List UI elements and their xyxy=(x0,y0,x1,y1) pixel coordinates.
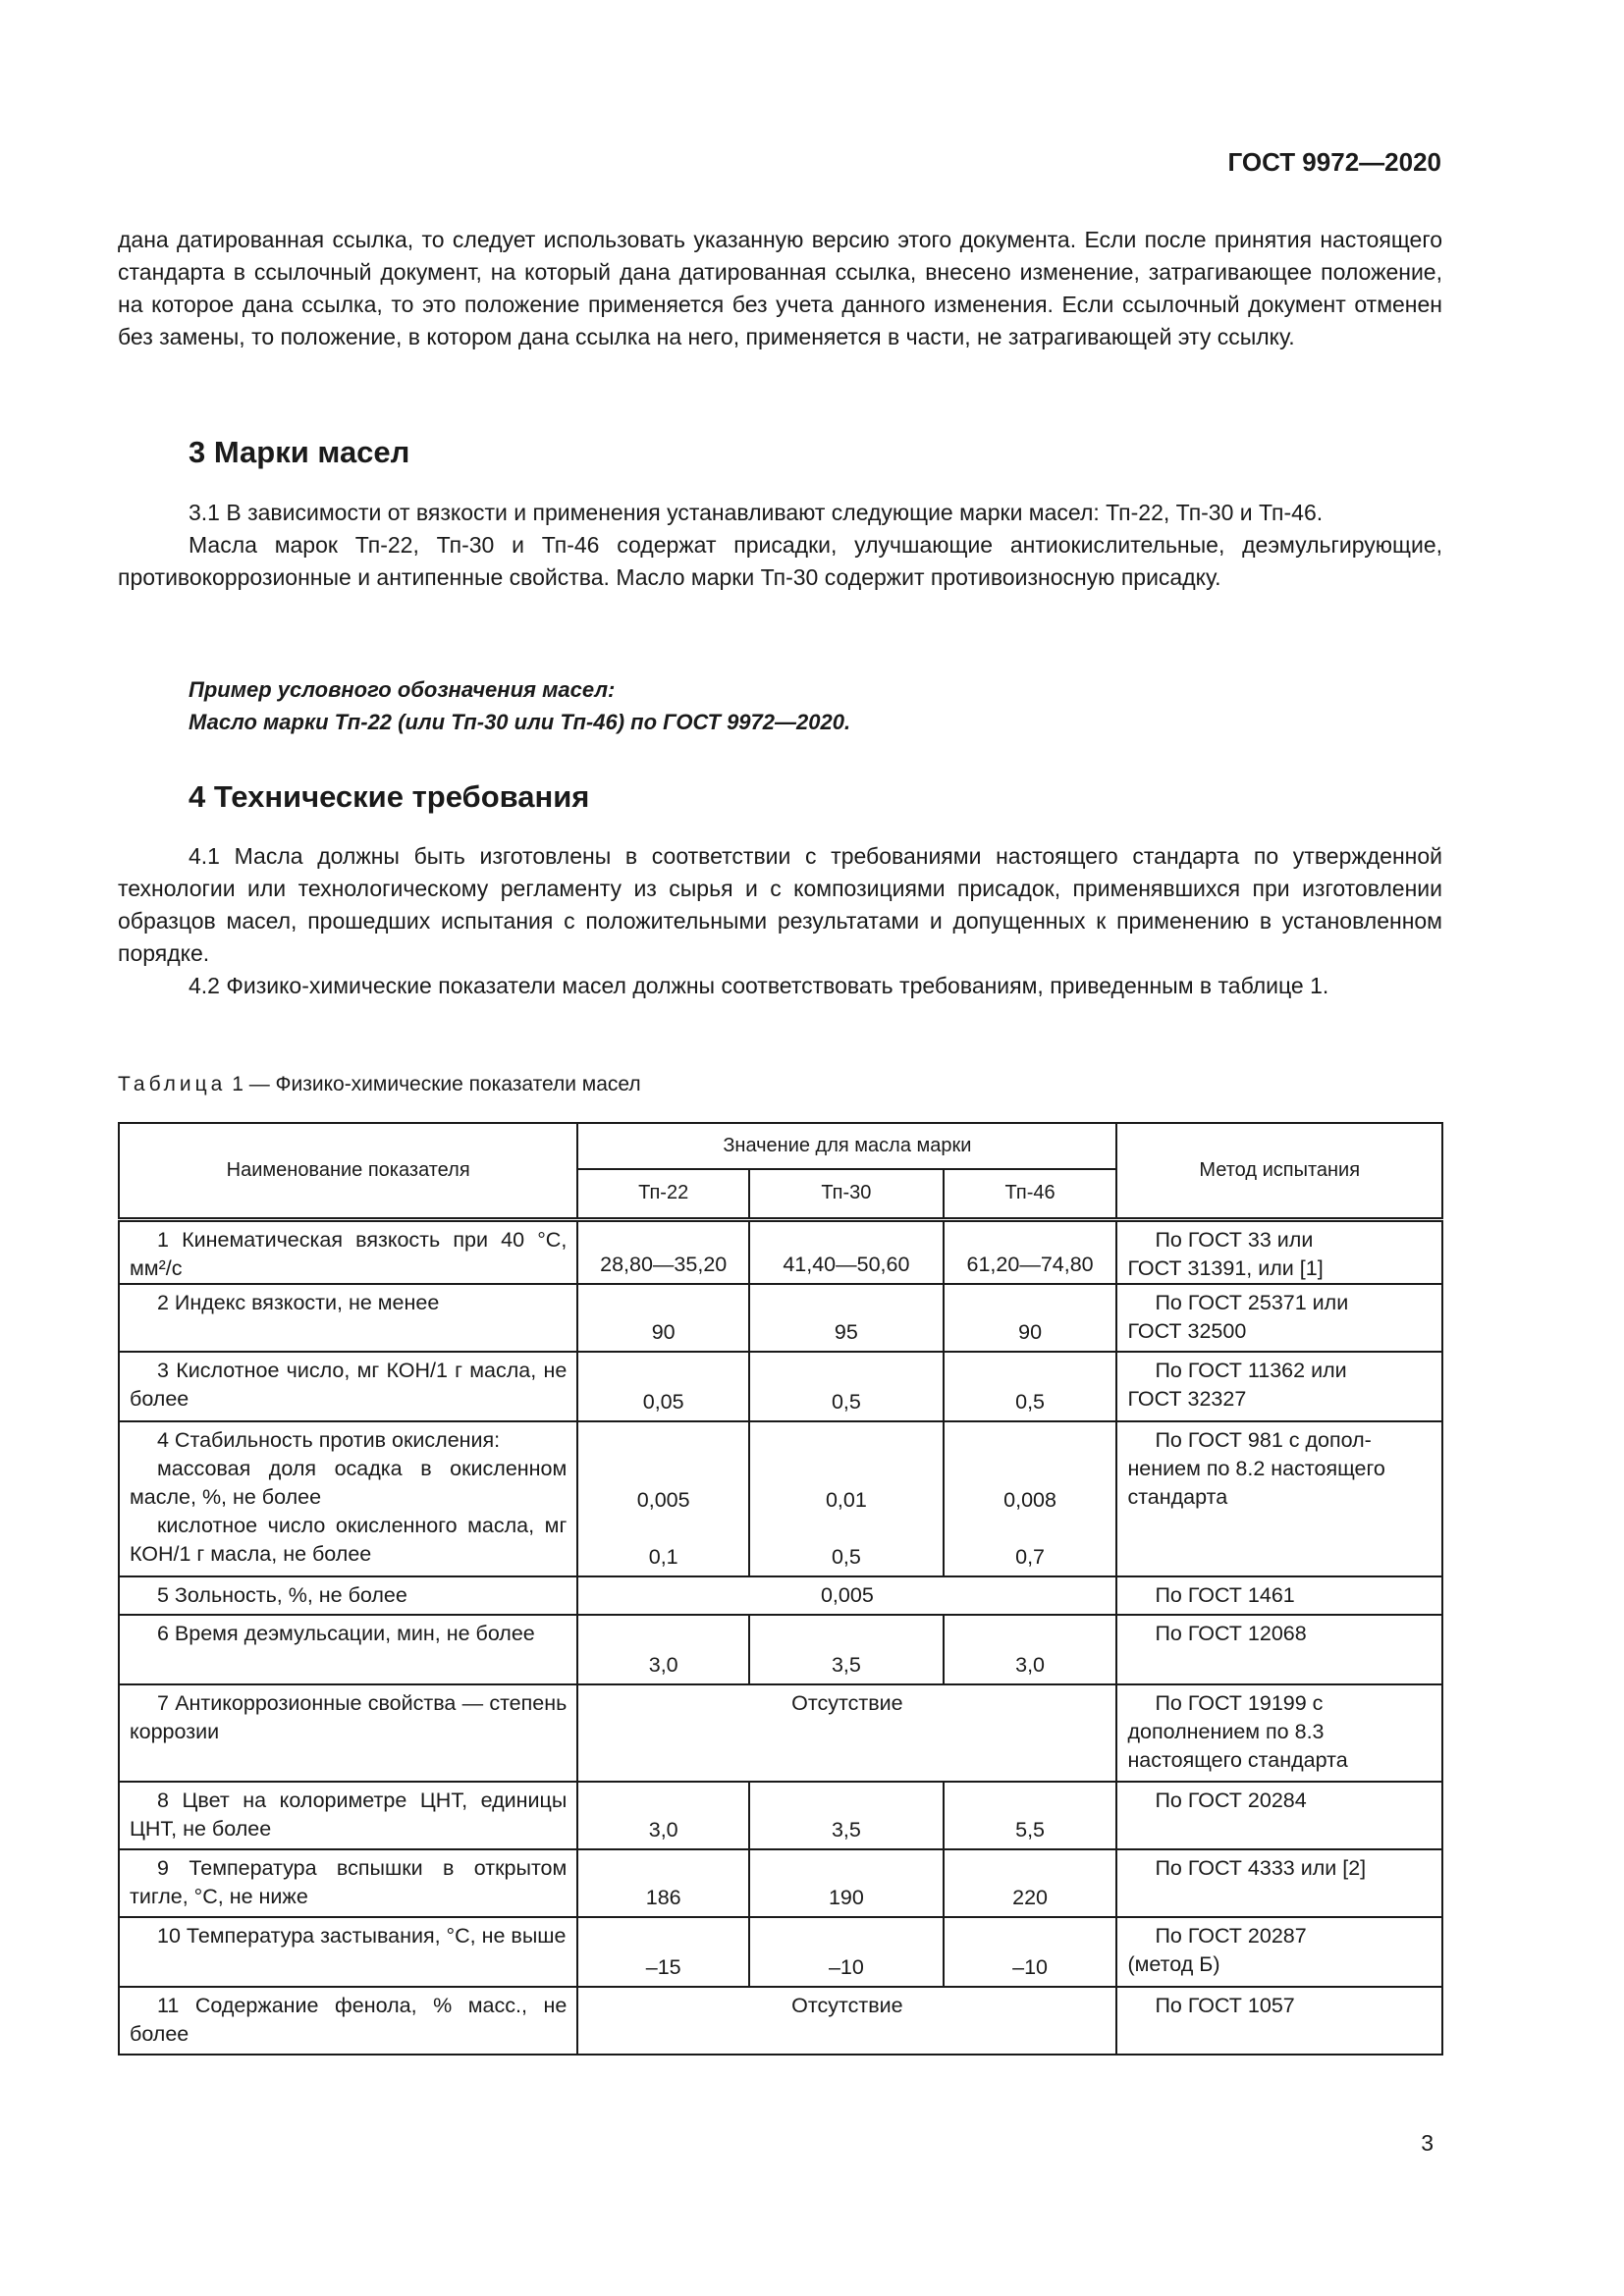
indicator-text: 10 Температура застывания, °С, не выше xyxy=(157,1924,567,1948)
indicator-text: 8 Цвет на колориметре ЦНТ, единицы ЦНТ, не более xyxy=(130,1789,568,1841)
table-row xyxy=(119,1987,1442,2055)
test-method-line: настоящего стандарта xyxy=(1127,1748,1348,1772)
value-sediment: 0,005 xyxy=(636,1488,690,1512)
table-row xyxy=(119,1576,1442,1615)
test-method-line: (метод Б) xyxy=(1127,1952,1220,1976)
indicator-text: 9 Температура вспышки в открытом тигле, °С, не ниже xyxy=(130,1856,568,1908)
test-method-line: По ГОСТ 12068 xyxy=(1155,1622,1307,1645)
indicator-name xyxy=(119,1219,577,1284)
table-row xyxy=(119,1615,1442,1684)
value-cell: –15 xyxy=(577,1917,749,1987)
value-cell: 61,20—74,80 xyxy=(944,1219,1117,1284)
indicator-subitem: кислотное число окисленного масла, мг КОН/1 г масла, не более xyxy=(130,1514,568,1566)
table-row xyxy=(119,1849,1442,1917)
value-cell: 0,5 xyxy=(944,1352,1117,1421)
test-method xyxy=(1116,1615,1442,1684)
example-text: Масло марки Тп-22 (или Тп-30 или Тп-46) по ГОСТ 9972—2020. xyxy=(189,710,851,734)
indicator-name xyxy=(119,1917,577,1987)
value-cell: 41,40—50,60 xyxy=(749,1219,944,1284)
example-block xyxy=(189,673,850,738)
indicator-text: 4 Стабильность против окисления: xyxy=(157,1428,501,1452)
section-3-heading: 3 Марки масел xyxy=(189,435,410,469)
table-row xyxy=(119,1219,1442,1284)
value-cell: 28,80—35,20 xyxy=(577,1219,749,1284)
indicator-name xyxy=(119,1849,577,1917)
indicator-name xyxy=(119,1684,577,1782)
merged-value: Отсутствие xyxy=(577,1684,1116,1782)
value-cell: 0,05 xyxy=(577,1352,749,1421)
table-row xyxy=(119,1421,1442,1576)
value-cell: 3,0 xyxy=(577,1782,749,1849)
test-method-line: нением по 8.2 настоящего xyxy=(1127,1457,1385,1480)
test-method-line: ГОСТ 31391, или [1] xyxy=(1127,1255,1324,1280)
test-method xyxy=(1116,1284,1442,1352)
value-cell: 90 xyxy=(944,1284,1117,1352)
value-cell: 220 xyxy=(944,1849,1117,1917)
section-4-heading: 4 Технические требования xyxy=(189,779,590,814)
test-method-line: По ГОСТ 1057 xyxy=(1155,1994,1295,2017)
header-value-group: Значение для масла марки xyxy=(577,1123,1116,1169)
test-method xyxy=(1116,1782,1442,1849)
table-row xyxy=(119,1284,1442,1352)
merged-value: Отсутствие xyxy=(577,1987,1116,2055)
indicator-name xyxy=(119,1576,577,1615)
paragraph-4-1: 4.1 Масла должны быть изготовлены в соответствии с требованиями настоящего стандарта по утвержденной технологии или технологическому регламенту из сырья и с композициями присадок, применявшихся при изготовлении образцов масел, прошедших испытания с положительными результатами и допущенных к применению в установленном порядке. xyxy=(118,843,1442,966)
test-method-line: По ГОСТ 4333 или [2] xyxy=(1155,1856,1367,1880)
caption-text: 1 — Физико-химические показатели масел xyxy=(232,1073,641,1095)
value-cell: 95 xyxy=(749,1284,944,1352)
indicator-name xyxy=(119,1421,577,1576)
test-method-line: По ГОСТ 33 или xyxy=(1155,1227,1314,1252)
indicator-name xyxy=(119,1352,577,1421)
test-method xyxy=(1116,1421,1442,1576)
table-row xyxy=(119,1917,1442,1987)
test-method-line: По ГОСТ 25371 или xyxy=(1155,1291,1349,1314)
value-cell xyxy=(577,1421,749,1576)
test-method xyxy=(1116,1576,1442,1615)
value-acid-number: 0,1 xyxy=(648,1545,678,1569)
intro-paragraph xyxy=(118,224,1442,353)
indicator-name xyxy=(119,1284,577,1352)
value-cell: 3,0 xyxy=(944,1615,1117,1684)
header-name: Наименование показателя xyxy=(119,1123,577,1219)
test-method-line: По ГОСТ 1461 xyxy=(1155,1583,1295,1607)
intro-text: дана датированная ссылка, то следует использовать указанную версию этого документа. Если после принятия настоящего стандарта в ссылочный документ, на который дана датированная ссылка, внесено изменение, затрагивающее положение, на которое дана ссылка, то это положение применяется без учета данного изменения. Если ссылочный документ отменен без замены, то положение, в котором дана ссылка на него, применяется в части, не затрагивающей эту ссылку. xyxy=(118,227,1442,349)
test-method-line: ГОСТ 32500 xyxy=(1127,1319,1247,1343)
caption-prefix: Таблица xyxy=(118,1073,227,1095)
indicator-name xyxy=(119,1615,577,1684)
value-cell: 90 xyxy=(577,1284,749,1352)
section-3-body xyxy=(118,497,1442,594)
document-id: ГОСТ 9972—2020 xyxy=(1227,147,1441,177)
value-cell xyxy=(749,1421,944,1576)
test-method xyxy=(1116,1352,1442,1421)
test-method-line: По ГОСТ 981 с допол- xyxy=(1155,1428,1372,1452)
test-method-line: По ГОСТ 20287 xyxy=(1155,1924,1307,1948)
test-method xyxy=(1116,1917,1442,1987)
test-method-line: По ГОСТ 11362 или xyxy=(1155,1359,1347,1382)
table-caption xyxy=(118,1073,641,1096)
header-method: Метод испытания xyxy=(1116,1123,1442,1219)
indicator-text: 6 Время деэмульсации, мин, не более xyxy=(157,1622,535,1645)
value-cell xyxy=(944,1421,1117,1576)
value-acid-number: 0,5 xyxy=(831,1545,861,1569)
value-cell: –10 xyxy=(944,1917,1117,1987)
value-cell: 186 xyxy=(577,1849,749,1917)
paragraph-3-1: 3.1 В зависимости от вязкости и применения устанавливают следующие марки масел: Тп-22, Тп-30 и Тп-46. xyxy=(189,500,1324,525)
test-method-line: По ГОСТ 20284 xyxy=(1155,1789,1307,1812)
test-method-line: По ГОСТ 19199 с xyxy=(1155,1691,1324,1715)
indicator-subitem: массовая доля осадка в окисленном масле, %, не более xyxy=(130,1457,568,1509)
paragraph-4-2: 4.2 Физико-химические показатели масел должны соответствовать требованиям, приведенным в таблице 1. xyxy=(189,973,1329,998)
indicator-text: 2 Индекс вязкости, не менее xyxy=(157,1291,440,1314)
header-grade: Тп-30 xyxy=(749,1169,944,1219)
properties-table xyxy=(118,1122,1443,2056)
value-cell: 0,5 xyxy=(749,1352,944,1421)
paragraph-3-1-b: Масла марок Тп-22, Тп-30 и Тп-46 содержат присадки, улучшающие антиокислительные, деэмульгирующие, противокоррозионные и антипенные свойства. Масло марки Тп-30 содержит противоизносную присадку. xyxy=(118,532,1442,590)
merged-value: 0,005 xyxy=(577,1576,1116,1615)
value-sediment: 0,008 xyxy=(1003,1488,1056,1512)
table-row xyxy=(119,1782,1442,1849)
header-grade: Тп-22 xyxy=(577,1169,749,1219)
example-label: Пример условного обозначения масел: xyxy=(189,677,616,702)
test-method xyxy=(1116,1987,1442,2055)
page-number: 3 xyxy=(1421,2130,1434,2156)
indicator-text: 11 Содержание фенола, % масс., не более xyxy=(130,1994,568,2046)
test-method-line: ГОСТ 32327 xyxy=(1127,1387,1247,1411)
test-method-line: дополнением по 8.3 xyxy=(1127,1720,1325,1743)
value-cell: 3,5 xyxy=(749,1782,944,1849)
test-method xyxy=(1116,1849,1442,1917)
test-method xyxy=(1116,1684,1442,1782)
indicator-text: 7 Антикоррозионные свойства — степень коррозии xyxy=(130,1691,568,1743)
value-cell: –10 xyxy=(749,1917,944,1987)
indicator-name xyxy=(119,1987,577,2055)
indicator-text: 1 Кинематическая вязкость при 40 °С, мм²/с xyxy=(130,1227,568,1280)
section-4-body xyxy=(118,840,1442,1002)
indicator-text: 3 Кислотное число, мг КОН/1 г масла, не более xyxy=(130,1359,568,1411)
header-grade: Тп-46 xyxy=(944,1169,1117,1219)
test-method xyxy=(1116,1219,1442,1284)
indicator-text: 5 Зольность, %, не более xyxy=(157,1583,407,1607)
value-cell: 190 xyxy=(749,1849,944,1917)
table-row xyxy=(119,1684,1442,1782)
test-method-line: стандарта xyxy=(1127,1485,1228,1509)
value-cell: 3,5 xyxy=(749,1615,944,1684)
value-sediment: 0,01 xyxy=(825,1488,867,1512)
value-acid-number: 0,7 xyxy=(1015,1545,1046,1569)
value-cell: 3,0 xyxy=(577,1615,749,1684)
value-cell: 5,5 xyxy=(944,1782,1117,1849)
indicator-name xyxy=(119,1782,577,1849)
table-row xyxy=(119,1352,1442,1421)
